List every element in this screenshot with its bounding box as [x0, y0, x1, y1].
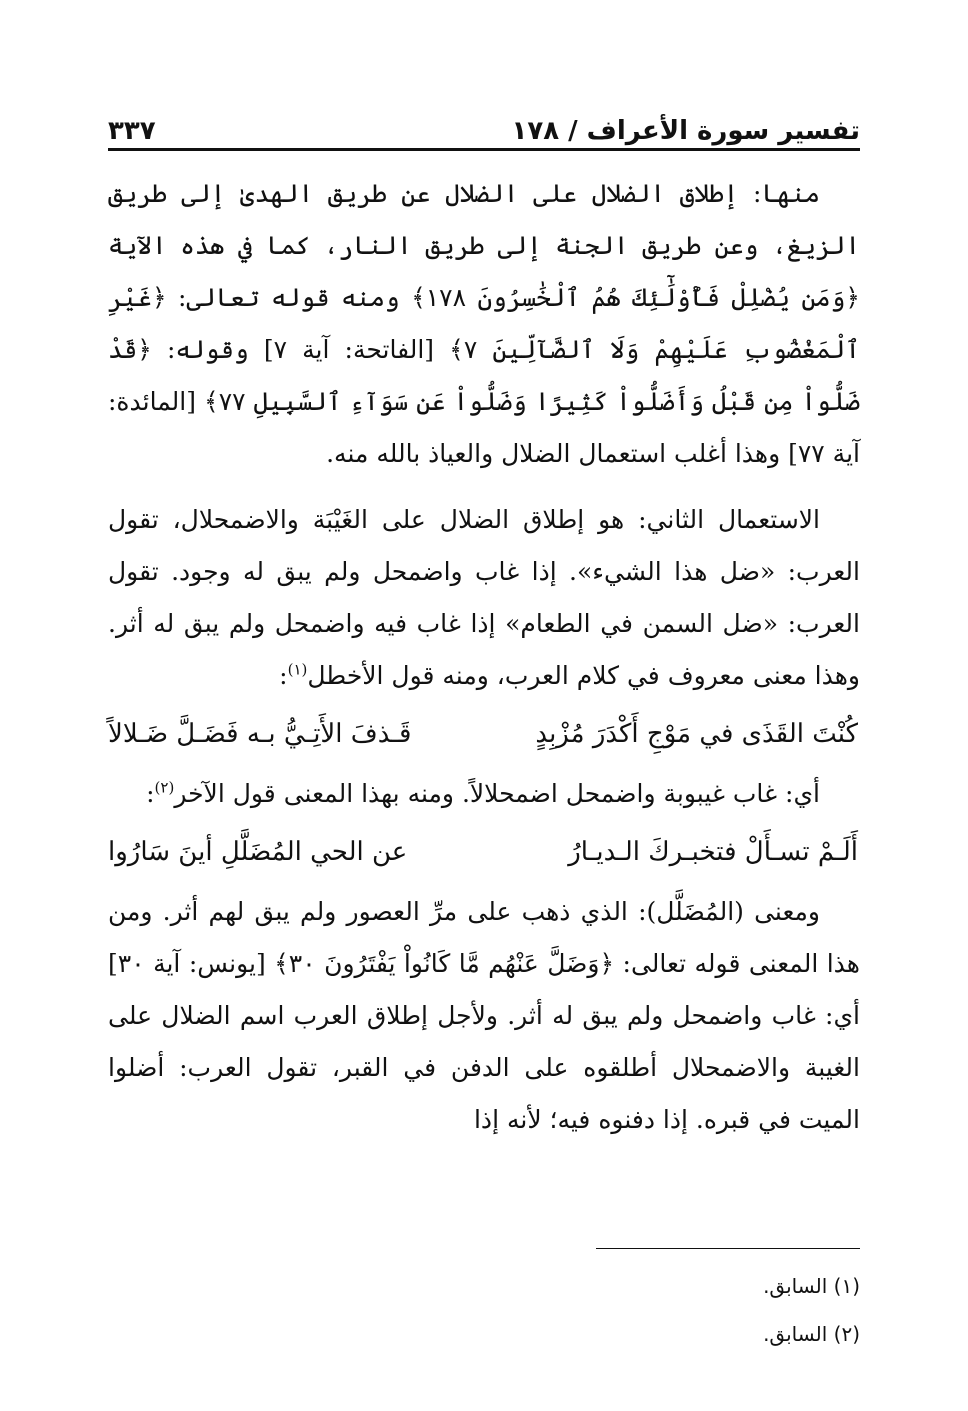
verse-2-hemistich-1: أَلَـمْ تسـأَلْ فتخبـركَ الـديـارُ	[568, 837, 858, 867]
header-rule	[108, 148, 860, 151]
verse-1-hemistich-1: كُنْتَ القَذَى في مَوْجِ أَكْدَرَ مُزْبِدٍ	[535, 719, 858, 749]
paragraph-gap	[108, 480, 860, 494]
paragraph-1: منها: إطلاق الضلال على الضلال عن طريق الهدىٰ إلى طريق الزيغ، وعن طريق الجنة إلى طريق النار، كما في هذه الآية ﴿وَمَن يُضْلِلْ فَأُوْلَٰٓئِكَ هُمُ ٱلْخَٰسِرُونَ ١٧٨﴾ ومنه قوله تعالى: ﴿غَيْرِ ٱلْمَغْضُوبِ عَلَيْهِمْ وَلَا ٱلضَّآلِّينَ ٧﴾ [الفاتحة: آية ٧] وقوله: ﴿قَدْ ضَلُّواْ مِن قَبْلُ وَأَضَلُّواْ كَثِيرًا وَضَلُّواْ عَن سَوَآءِ ٱلسَّبِيلِ ٧٧﴾ [المائدة: آية ٧٧] وهذا أغلب استعمال الضلال والعياذ بالله منه.	[108, 179, 860, 468]
footnote-ref-1[interactable]: (١)	[287, 660, 308, 679]
footnote-ref-2[interactable]: (٢)	[154, 778, 175, 797]
paragraph-3-text: أي: غاب غيبوبة واضمحل اضمحلالاً. ومنه بهذا المعنى قول الآخر	[174, 779, 820, 808]
footnote-rule	[596, 1248, 860, 1249]
main-text	[108, 168, 860, 1146]
footnote-1: (١) السابق.	[763, 1274, 860, 1298]
paragraph-2-text: الاستعمال الثاني: هو إطلاق الضلال على الغَيْبَة والاضمحلال، تقول العرب: «ضل هذا الشيء». إذا غاب واضمحل ولم يبق له وجود. تقول العرب: «ضل السمن في الطعام» إذا غاب فيه واضمحل ولم يبق له أثر. وهذا معنى معروف في كلام العرب، ومنه قول الأخطل	[108, 505, 860, 690]
paragraph-3	[108, 768, 860, 820]
poetry-verse-2	[108, 824, 860, 880]
running-title: تفسير سورة الأعراف / ١٧٨	[511, 116, 860, 146]
verse-2-hemistich-2: عن الحي المُضَلَّلِ أينَ سَارُوا	[108, 837, 408, 867]
paragraph-4: ومعنى (المُضَلَّل): الذي ذهب على مرِّ العصور ولم يبق لهم أثر. ومن هذا المعنى قوله تعالى: ﴿وَضَلَّ عَنْهُم مَّا كَانُواْ يَفْتَرُونَ ٣٠﴾ [يونس: آية ٣٠] أي: غاب واضمحل ولم يبق له أثر. ولأجل إطلاق العرب اسم الضلال على الغيبة والاضمحلال أطلقوه على الدفن في القبر، تقول العرب: أضلوا الميت في قبره. إذا دفنوه فيه؛ لأنه إذا	[108, 897, 860, 1134]
paragraph-3-colon: :	[146, 779, 155, 808]
verse-1-hemistich-2: قَـذفَ الأَتِـيُّ بـه فَضَـلَّ ضَـلالاً	[108, 719, 412, 749]
paragraph-2	[108, 494, 860, 702]
paragraph-2-colon: :	[279, 661, 288, 690]
poetry-verse-1	[108, 706, 860, 762]
footnote-2: (٢) السابق.	[763, 1322, 860, 1346]
footnotes	[763, 1262, 860, 1358]
page-number: ٣٣٧	[108, 116, 156, 146]
page-header	[108, 96, 860, 146]
